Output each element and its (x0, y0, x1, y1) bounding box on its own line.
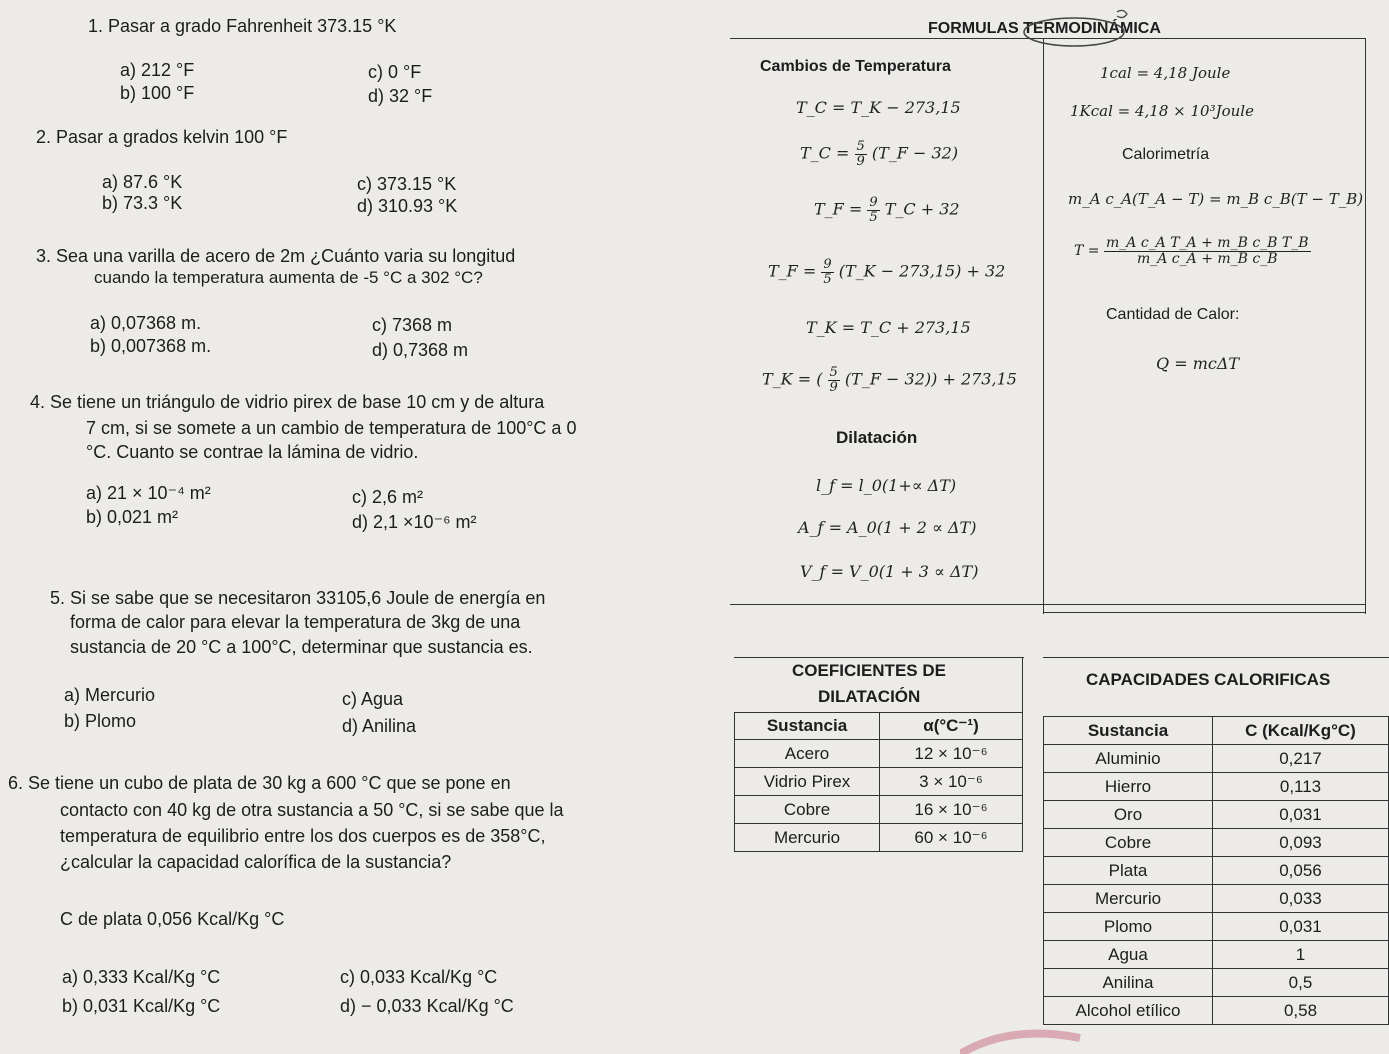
coef-table-title-line2: DILATACIÓN (818, 687, 921, 706)
table-cell: 0,093 (1213, 829, 1389, 857)
question-4-line3: °C. Cuanto se contrae la lámina de vidrio. (86, 442, 419, 462)
table-cell: Mercurio (1044, 885, 1213, 913)
table-cell: Plomo (1044, 913, 1213, 941)
formula-heat-quantity: Q = mcΔT (1156, 354, 1240, 373)
table-cell: Acero (735, 740, 880, 768)
question-6-line4: ¿calcular la capacidad calorífica de la sustancia? (60, 852, 452, 872)
formula-volume-dilation: V_f = V_0(1 + 3 ∝ ΔT) (800, 562, 979, 581)
question-6-line2: contacto con 40 kg de otra sustancia a 50 °C, si se sabe que la (60, 800, 564, 820)
option-c: c) 373.15 °K (357, 174, 457, 194)
table-cell: 3 × 10⁻⁶ (880, 768, 1023, 796)
option-b: b) 100 °F (120, 83, 195, 103)
option-a: a) 0,333 Kcal/Kg °C (62, 967, 221, 987)
column-header-substance: Sustancia (735, 713, 880, 740)
coef-table-grid (734, 712, 1023, 852)
option-d: d) − 0,033 Kcal/Kg °C (340, 996, 514, 1016)
question-6-note: C de plata 0,056 Kcal/Kg °C (60, 909, 285, 929)
formula-tc-tf: T_C = $\frac{5}{9}$ (T_F − 32) (800, 139, 959, 169)
table-cell: 16 × 10⁻⁶ (880, 796, 1023, 824)
formula-tc-tk: T_C = T_K − 273,15 (796, 98, 961, 117)
table-cell: Cobre (1044, 829, 1213, 857)
formula-tf-tk: T_F = $\frac{9}{5}$ (T_K − 273,15) + 32 (768, 257, 1006, 287)
dilation-title: Dilatación (836, 428, 918, 447)
formula-equilibrium-temperature: T = $\frac{\text{m\_A c\_A T\_A + m\_B c\_B T\_B}}{\text{m\_A c\_A + m\_B c\_B}}$ (1074, 235, 1309, 267)
paper-edge-decoration (960, 1024, 1120, 1054)
table-cell: Plata (1044, 857, 1213, 885)
table-cell: 0,031 (1213, 801, 1389, 829)
table-cell: 0,58 (1213, 997, 1389, 1025)
coef-table-title-line1: COEFICIENTES DE (792, 661, 946, 680)
option-d: d) 32 °F (368, 86, 433, 106)
table-cell: Anilina (1044, 969, 1213, 997)
question-3-line2: cuando la temperatura aumenta de -5 °C a 302 °C? (94, 268, 483, 287)
table-cell: 12 × 10⁻⁶ (880, 740, 1023, 768)
table-cell: Agua (1044, 941, 1213, 969)
question-5-line1: 5. Si se sabe que se necesitaron 33105,6 Joule de energía en (50, 588, 546, 608)
joule-conversion-cal: 1cal = 4,18 Joule (1100, 64, 1231, 82)
option-a: a) 0,07368 m. (90, 313, 202, 333)
table-cell: 60 × 10⁻⁶ (880, 824, 1023, 852)
table-cell: 0,031 (1213, 913, 1389, 941)
table-cell: Vidrio Pirex (735, 768, 880, 796)
temperature-changes-title: Cambios de Temperatura (760, 58, 951, 75)
formula-tf-tc: T_F = $\frac{9}{5}$ T_C + 32 (814, 195, 960, 225)
table-cell: Alcohol etílico (1044, 997, 1213, 1025)
option-c: c) 2,6 m² (352, 487, 424, 507)
table-cell: Aluminio (1044, 745, 1213, 773)
table-cell: 0,113 (1213, 773, 1389, 801)
question-4-line2: 7 cm, si se somete a un cambio de temperatura de 100°C a 0 (86, 418, 577, 438)
column-header-heat-capacity: C (Kcal/Kg°C) (1213, 717, 1389, 745)
table-cell: 0,5 (1213, 969, 1389, 997)
option-b: b) 73.3 °K (102, 193, 183, 213)
option-c: c) 0,033 Kcal/Kg °C (340, 967, 498, 987)
option-b: b) Plomo (64, 711, 137, 731)
option-a: a) 21 × 10⁻⁴ m² (86, 483, 211, 503)
formula-linear-dilation: l_f = l_0(1+∝ ΔT) (816, 476, 957, 495)
question-5-line3: sustancia de 20 °C a 100°C, determinar que sustancia es. (70, 637, 533, 657)
question-1-text: 1. Pasar a grado Fahrenheit 373.15 °K (88, 16, 397, 36)
table-cell: 1 (1213, 941, 1389, 969)
option-d: d) Anilina (342, 716, 417, 736)
formula-tk-tc: T_K = T_C + 273,15 (806, 318, 971, 337)
option-b: b) 0,021 m² (86, 507, 179, 527)
cap-table-title: CAPACIDADES CALORIFICAS (1086, 670, 1331, 689)
option-d: d) 310.93 °K (357, 196, 458, 216)
column-header-alpha: α(°C⁻¹) (880, 713, 1023, 740)
table-cell: Oro (1044, 801, 1213, 829)
table-cell: Mercurio (735, 824, 880, 852)
cap-table-grid (1043, 716, 1389, 1025)
option-a: a) 87.6 °K (102, 172, 183, 192)
question-2-text: 2. Pasar a grados kelvin 100 °F (36, 127, 288, 147)
question-5-line2: forma de calor para elevar la temperatura de 3kg de una (70, 612, 521, 632)
formula-area-dilation: A_f = A_0(1 + 2 ∝ ΔT) (798, 518, 977, 537)
table-cell: 0,033 (1213, 885, 1389, 913)
table-cell: Cobre (735, 796, 880, 824)
option-b: b) 0,007368 m. (90, 336, 212, 356)
option-c: c) 7368 m (372, 315, 453, 335)
table-cell: Hierro (1044, 773, 1213, 801)
formula-tk-tf: T_K = ( $\frac{5}{9}$ (T_F − 32)) + 273,15 (762, 365, 1017, 395)
option-d: d) 0,7368 m (372, 340, 469, 360)
formulas-title: FORMULAS TERMODINÁMICA (928, 20, 1161, 37)
option-d: d) 2,1 ×10⁻⁶ m² (352, 512, 477, 532)
heat-quantity-title: Cantidad de Calor: (1106, 306, 1240, 323)
question-6-line1: 6. Se tiene un cubo de plata de 30 kg a 600 °C que se pone en (8, 773, 511, 793)
table-cell: 0,056 (1213, 857, 1389, 885)
formula-heat-balance: m_A c_A(T_A − T) = m_B c_B(T − T_B) (1068, 190, 1364, 208)
option-c: c) 0 °F (368, 62, 422, 82)
question-4-line1: 4. Se tiene un triángulo de vidrio pirex de base 10 cm y de altura (30, 392, 545, 412)
question-3-line1: 3. Sea una varilla de acero de 2m ¿Cuánto varia su longitud (36, 246, 516, 266)
joule-conversion-kcal: 1Kcal = 4,18 × 10³Joule (1070, 102, 1254, 120)
question-6-line3: temperatura de equilibrio entre los dos cuerpos es de 358°C, (60, 826, 546, 846)
option-c: c) Agua (342, 689, 404, 709)
option-a: a) Mercurio (64, 685, 156, 705)
calorimetry-title: Calorimetría (1122, 146, 1210, 163)
option-a: a) 212 °F (120, 60, 195, 80)
table-cell: 0,217 (1213, 745, 1389, 773)
option-b: b) 0,031 Kcal/Kg °C (62, 996, 221, 1016)
handwritten-circle-mark (1022, 8, 1142, 50)
column-header-substance: Sustancia (1044, 717, 1213, 745)
